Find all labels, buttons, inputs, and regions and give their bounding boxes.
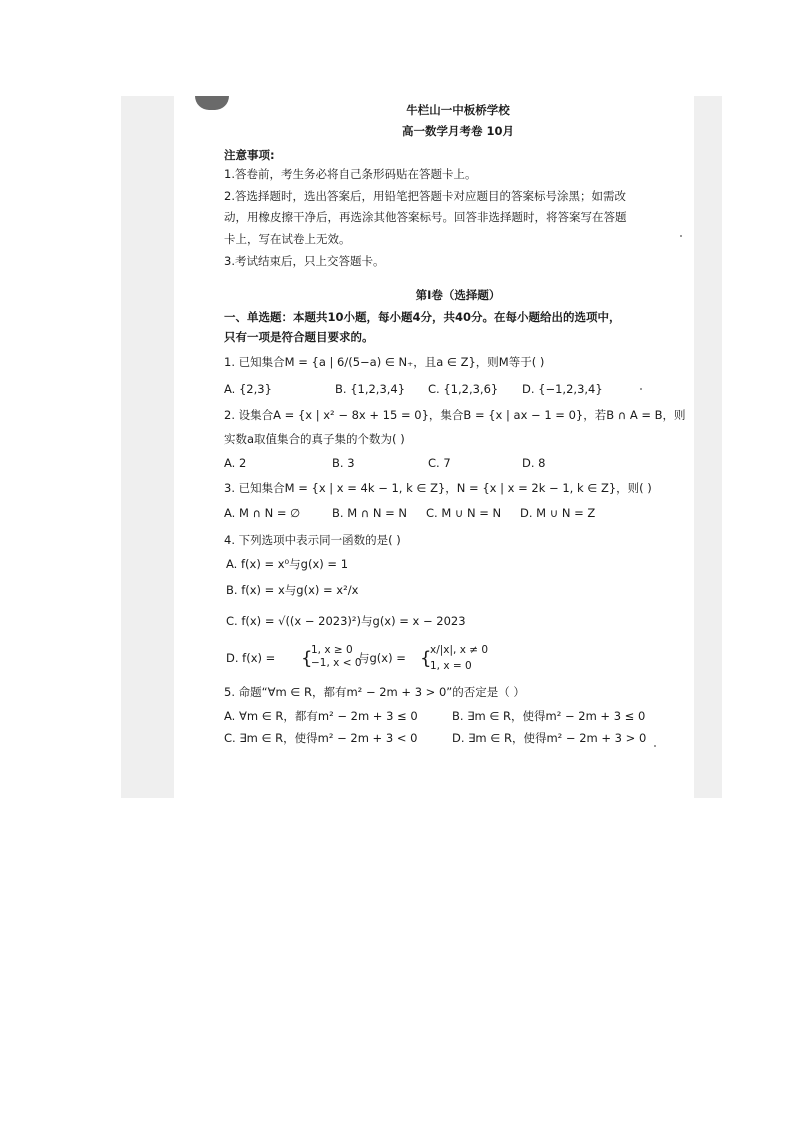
q2-stem-line-2: 实数a取值集合的真子集的个数为( ) xyxy=(224,432,405,446)
scan-speck xyxy=(680,235,682,237)
q4-option-d-prefix: D. f(x) = xyxy=(226,651,276,665)
school-name: 牛栏山一中板桥学校 xyxy=(406,103,510,117)
q4-option-d-g-case-1: x/|x|, x ≠ 0 xyxy=(430,644,489,656)
notice-line-3: 动，用橡皮擦干净后，再选涂其他答案标号。回答非选择题时，将答案写在答题 xyxy=(224,210,627,224)
q2-option-c: C. 7 xyxy=(428,456,451,470)
q4-option-d-g-case-2: 1, x = 0 xyxy=(430,660,472,672)
q3-option-c: C. M ∪ N = N xyxy=(426,506,502,520)
q1-option-d: D. {−1,2,3,4} xyxy=(522,382,603,396)
q1-stem: 1. 已知集合M = {a | 6/(5−a) ∈ N₊，且a ∈ Z}，则M等于( ) xyxy=(224,355,545,369)
scan-speck xyxy=(640,388,642,390)
exam-title: 高一数学月考卷 10月 xyxy=(401,124,514,138)
q2-option-d: D. 8 xyxy=(522,456,546,470)
q1-option-a: A. {2,3} xyxy=(224,382,272,396)
part-title: 第I卷（选择题） xyxy=(415,288,501,302)
notice-line-2: 2.答选择题时，选出答案后，用铅笔把答题卡对应题目的答案标号涂黑；如需改 xyxy=(224,189,626,203)
q4-option-b: B. f(x) = x与g(x) = x²/x xyxy=(226,583,359,597)
q4-option-d-f-case-1: 1, x ≥ 0 xyxy=(311,644,353,656)
q4-option-a: A. f(x) = x⁰与g(x) = 1 xyxy=(226,557,349,571)
q5-option-d: D. ∃m ∈ R，使得m² − 2m + 3 > 0 xyxy=(452,731,647,745)
section-intro-1: 一、单选题：本题共10小题，每小题4分，共40分。在每小题给出的选项中， xyxy=(224,310,621,324)
q5-option-a: A. ∀m ∈ R，都有m² − 2m + 3 ≤ 0 xyxy=(224,709,418,723)
q4-stem: 4. 下列选项中表示同一函数的是( ) xyxy=(224,533,401,547)
q2-stem-line-1: 2. 设集合A = {x | x² − 8x + 15 = 0}，集合B = {x | ax − 1 = 0}，若B ∩ A = B，则 xyxy=(224,408,686,422)
q3-option-a: A. M ∩ N = ∅ xyxy=(224,506,301,520)
notice-line-1: 1.答卷前，考生务必将自己条形码贴在答题卡上。 xyxy=(224,167,477,181)
q1-option-c: C. {1,2,3,6} xyxy=(428,382,499,396)
q2-option-b: B. 3 xyxy=(332,456,355,470)
section-intro-2: 只有一项是符合题目要求的。 xyxy=(224,330,374,344)
notice-title: 注意事项: xyxy=(224,148,275,162)
q1-option-b: B. {1,2,3,4} xyxy=(335,382,406,396)
notice-line-4: 卡上，写在试卷上无效。 xyxy=(224,232,351,246)
q5-option-c: C. ∃m ∈ R，使得m² − 2m + 3 < 0 xyxy=(224,731,418,745)
q3-option-d: D. M ∪ N = Z xyxy=(520,506,596,520)
q5-option-b: B. ∃m ∈ R，使得m² − 2m + 3 ≤ 0 xyxy=(452,709,646,723)
q3-stem: 3. 已知集合M = {x | x = 4k − 1, k ∈ Z}，N = {x | x = 2k − 1, k ∈ Z}，则( ) xyxy=(224,481,652,495)
q4-option-d-brace-f: { xyxy=(301,648,313,669)
q3-option-b: B. M ∩ N = N xyxy=(332,506,408,520)
q4-option-d-f-case-2: −1, x < 0 xyxy=(311,657,362,669)
q4-option-d-brace-g: { xyxy=(420,648,432,669)
notice-line-5: 3.考试结束后，只上交答题卡。 xyxy=(224,254,385,268)
scan-speck xyxy=(654,745,656,747)
q5-stem: 5. 命题“∀m ∈ R，都有m² − 2m + 3 > 0”的否定是（ ） xyxy=(224,685,525,699)
q4-option-c: C. f(x) = √((x − 2023)²)与g(x) = x − 2023 xyxy=(226,614,466,628)
q4-option-d-mid: 与g(x) = xyxy=(358,651,406,665)
q2-option-a: A. 2 xyxy=(224,456,247,470)
